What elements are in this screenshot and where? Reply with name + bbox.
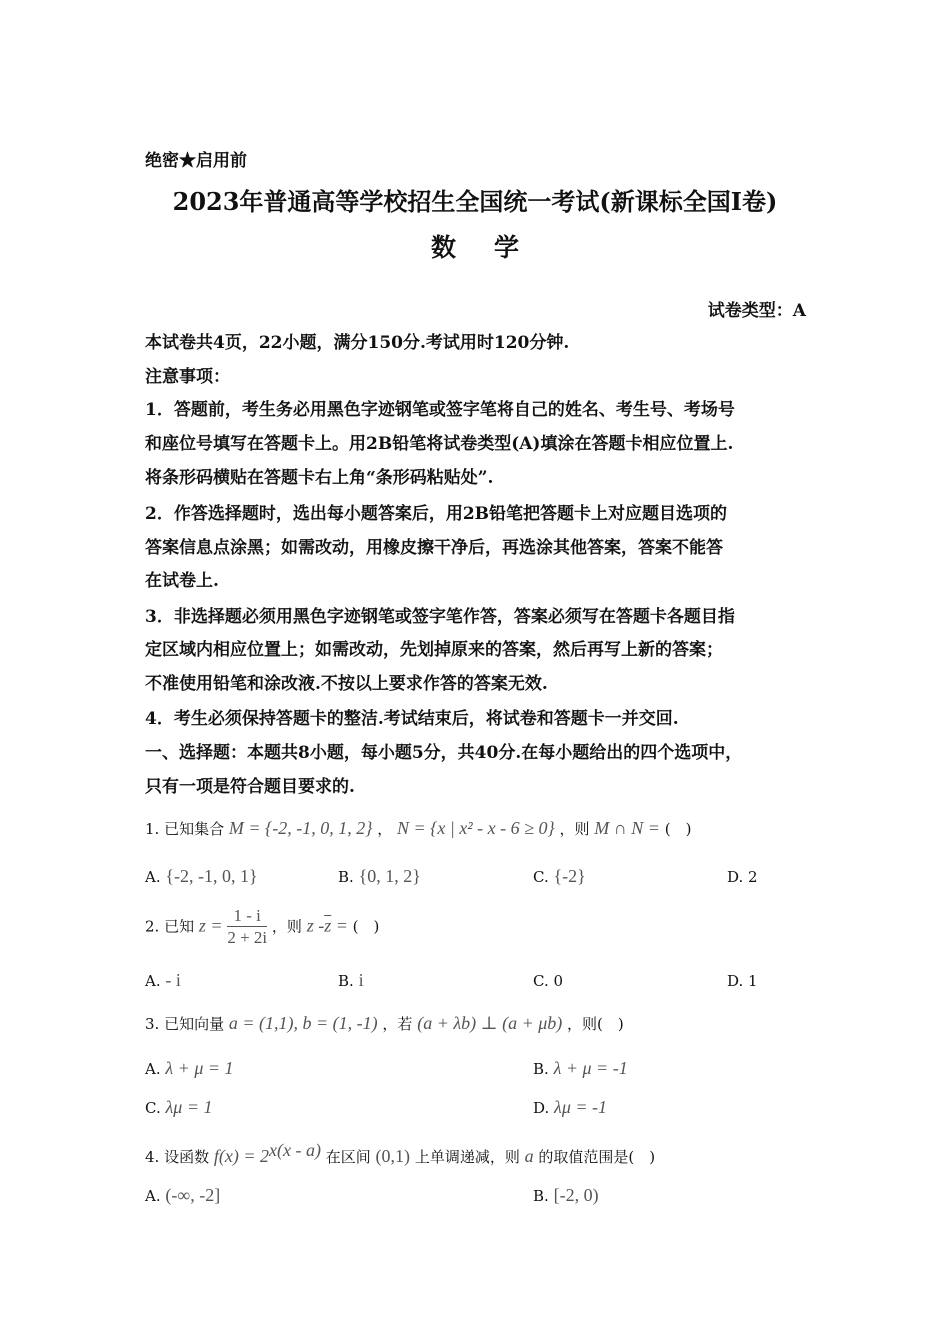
q3-prefix: 3. 已知向量 [145,1015,225,1033]
q3-option-b [533,1058,628,1079]
option-label: A. [145,868,161,886]
note-line: 定区域内相应位置上；如需改动，先划掉原来的答案，然后再写上新的答案； [145,640,723,660]
option-value: {-2} [553,866,586,886]
q4-interval: (0,1) [375,1146,411,1166]
q4-prefix: 4. 设函数 [145,1148,210,1166]
note-line: 答案信息点涂黑；如需改动，用橡皮擦干净后，再选涂其他答案，答案不能答 [145,538,723,558]
subject-title: 数学 [430,233,557,262]
q2-option-c: C. 0 [533,972,564,990]
option-value: λ + μ = -1 [553,1058,628,1078]
option-value: i [358,970,364,990]
q4-var: a [524,1146,534,1166]
q2-option-a [145,970,181,991]
option-label: B. [533,1060,549,1078]
option-label: A. [145,972,161,990]
option-value: - i [165,970,181,990]
exam-title: 2023年普通高等学校招生全国统一考试(新课标全国Ⅰ卷) [172,187,778,216]
q2-prefix: 2. 已知 [145,917,195,936]
q1-mid: ，则 [559,820,590,838]
option-value: λ + μ = 1 [165,1058,234,1078]
q3-mid: ，若 [382,1015,413,1033]
q2-paren: ( ) [352,917,380,936]
q1-option-c [533,866,586,887]
q2-expr-eq: = [331,915,348,936]
q3-condition: (a + λb) ⊥ (a + μb) [417,1013,563,1033]
note-line: 不准使用铅笔和涂改液.不按以上要求作答的答案无效. [145,674,548,694]
q1-comma: ， [377,820,393,838]
note-line: 和座位号填写在答题卡上。用2B铅笔将试卷类型(A)填涂在答题卡相应位置上. [145,434,734,454]
question-3 [145,1013,624,1034]
option-value: {0, 1, 2} [358,866,421,886]
q1-set-n: N = {x | x² - x - 6 ≥ 0} [396,818,555,838]
option-label: C. [533,868,549,886]
q2-option-d: D. 1 [727,972,758,990]
q4-exponent: x(x - a) [269,1140,321,1160]
q2-z: z = [198,915,223,936]
question-4 [145,1140,655,1167]
option-value: {-2, -1, 0, 1} [165,866,258,886]
option-value: λμ = -1 [554,1097,608,1117]
option-label: A. [145,1187,161,1205]
paper-type: 试卷类型：A [707,301,806,321]
exam-summary: 本试卷共4页，22小题，满分150分.考试用时120分钟. [145,333,570,353]
q1-option-a [145,866,258,887]
note-line: 在试卷上. [145,571,219,591]
section-heading-cont: 只有一项是符合题目要求的. [145,777,355,797]
q1-prefix: 1. 已知集合 [145,820,225,838]
option-value: λμ = 1 [165,1097,213,1117]
option-value: (-∞, -2] [165,1185,221,1205]
option-label: D. [533,1099,550,1117]
note-line: 将条形码横贴在答题卡右上角“条形码粘贴处”. [145,468,494,488]
q3-vectors: a = (1,1), b = (1, -1) [228,1013,378,1033]
q3-option-a [145,1058,234,1079]
q3-option-d [533,1097,607,1118]
q1-option-b [338,866,421,887]
q3-tail: ，则( ) [567,1015,624,1033]
q3-option-c [145,1097,212,1118]
fraction-denominator: 2 + 2i [227,928,268,947]
q2-expr-left: z - [306,915,325,936]
q1-paren: ( ) [664,820,692,838]
q1-set-m: M = {-2, -1, 0, 1, 2} [228,818,373,838]
option-label: B. [338,972,354,990]
q4-option-a [145,1185,220,1206]
note-line: 2．作答选择题时，选出每小题答案后，用2B铅笔把答题卡上对应题目选项的 [145,504,728,524]
section-heading: 一、选择题：本题共8小题，每小题5分，共40分.在每小题给出的四个选项中， [145,743,743,763]
q2-option-b [338,970,364,991]
notes-heading: 注意事项： [145,367,230,387]
option-label: A. [145,1060,161,1078]
q2-mid: ，则 [271,917,302,936]
q1-expr: M ∩ N = [594,818,660,838]
q2-conjugate: $\overline{z}$ [324,915,332,936]
q4-tail: 的取值范围是( ) [538,1148,656,1166]
secret-label: 绝密★启用前 [145,151,247,171]
q2-fraction [227,906,267,949]
note-line: 3．非选择题必须用黑色字迹钢笔或签字笔作答，答案必须写在答题卡各题目指 [145,607,735,627]
q4-option-b [533,1185,599,1206]
question-1 [145,818,691,839]
option-label: B. [533,1187,549,1205]
q1-option-d: D. 2 [727,868,758,886]
q4-mid2: 上单调递减，则 [414,1148,520,1166]
question-2 [145,906,379,949]
option-label: C. [145,1099,161,1117]
note-line: 1．答题前，考生务必用黑色字迹钢笔或签字笔将自己的姓名、考生号、考场号 [145,400,735,420]
option-label: B. [338,868,354,886]
q4-mid1: 在区间 [325,1148,371,1166]
option-value: [-2, 0) [553,1185,599,1205]
fraction-numerator: 1 - i [227,906,267,927]
q4-function: f(x) = 2 [213,1146,269,1166]
note-line: 4．考生必须保持答题卡的整洁.考试结束后，将试卷和答题卡一并交回. [145,709,679,729]
